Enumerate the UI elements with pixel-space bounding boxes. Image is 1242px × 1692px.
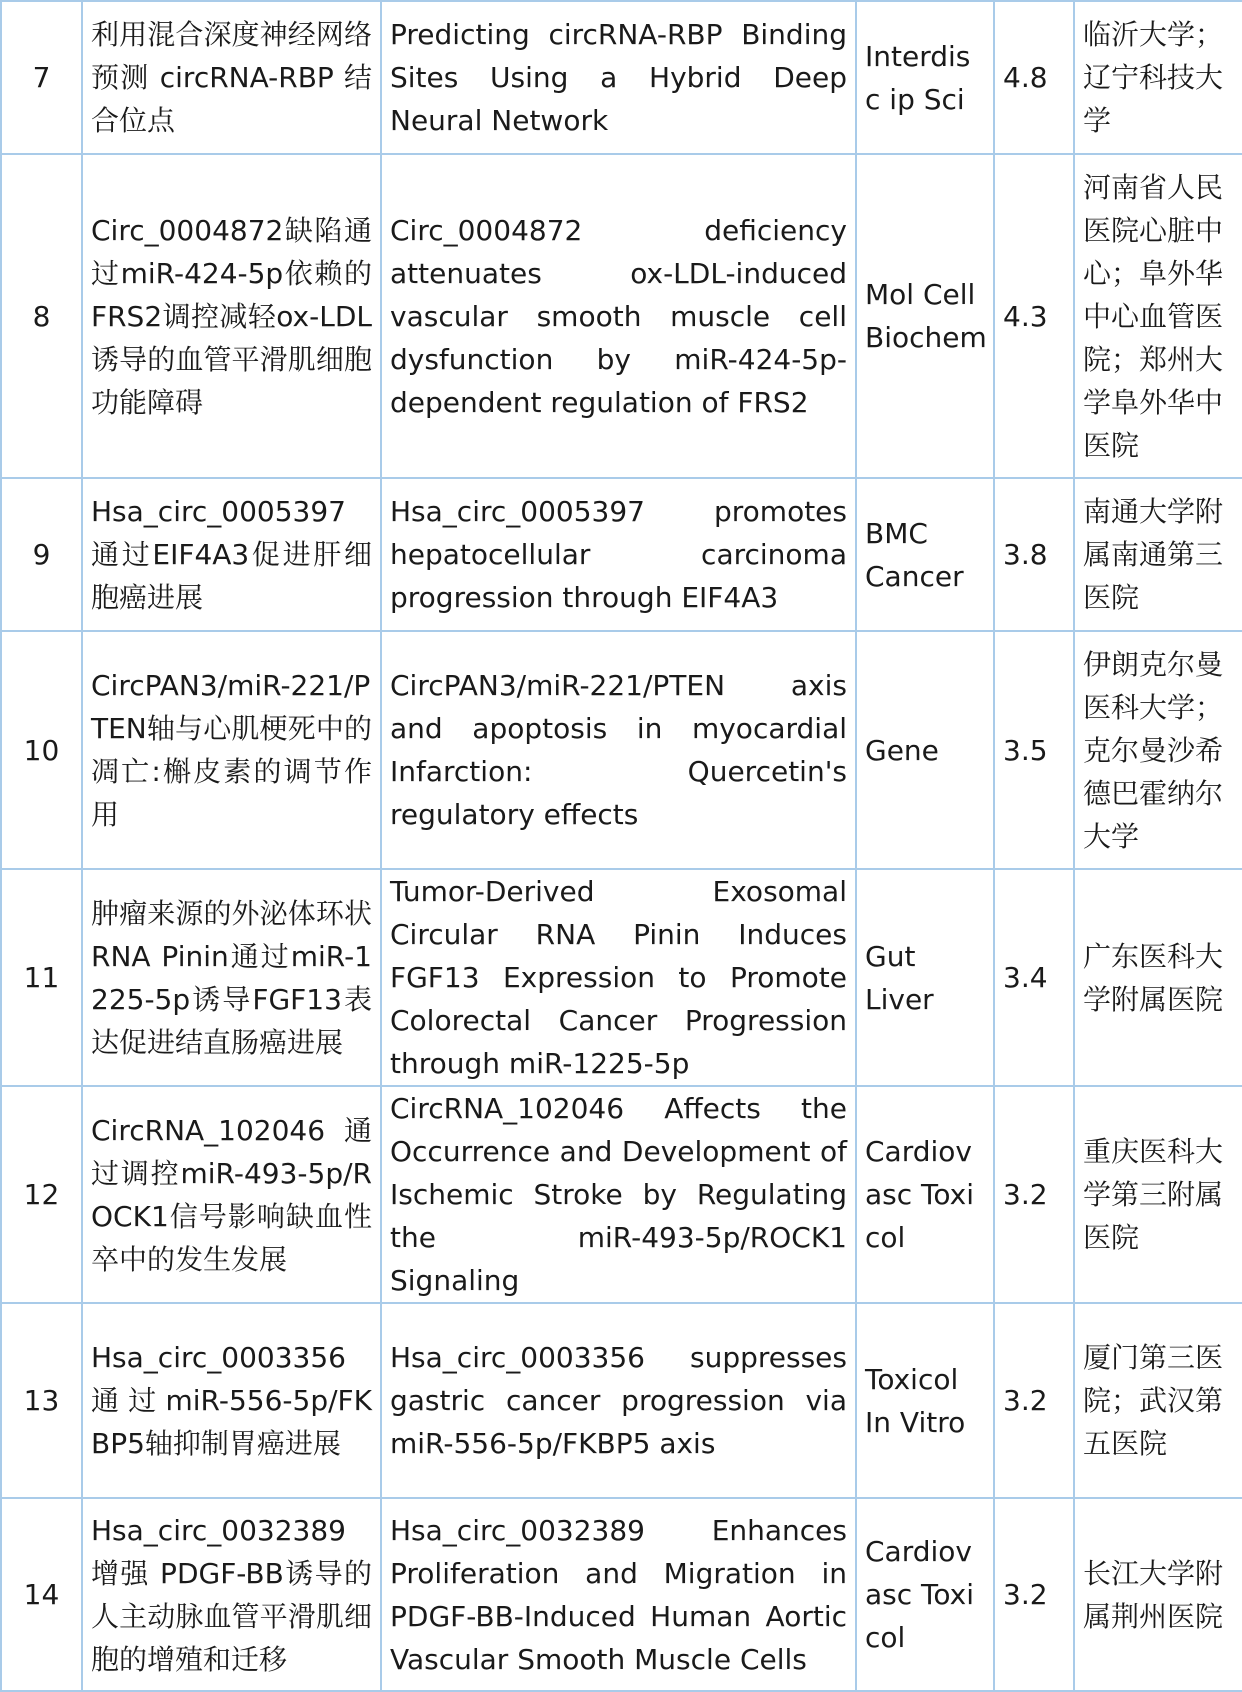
chinese-title: Hsa_circ_0032389增强 PDGF-BB诱导的人主动脉血管平滑肌细胞的增殖和迁移 <box>82 1498 381 1691</box>
journal-name: Interdisc ip Sci <box>856 1 994 154</box>
row-number: 10 <box>1 631 82 869</box>
institution: 长江大学附属荆州医院 <box>1074 1498 1242 1691</box>
chinese-title: Hsa_circ_0005397通过EIF4A3促进肝细胞癌进展 <box>82 478 381 631</box>
english-title: CircRNA_102046 Affects the Occurrence and Development of Ischemic Stroke by Regulating the miR-493-5p/ROCK1 Signaling <box>381 1086 856 1303</box>
table-row <box>1 869 1242 1086</box>
chinese-title: Hsa_circ_0003356通过miR-556-5p/FKBP5轴抑制胃癌进展 <box>82 1303 381 1498</box>
impact-factor: 4.8 <box>994 1 1074 154</box>
chinese-title: 利用混合深度神经网络预测 circRNA-RBP 结合位点 <box>82 1 381 154</box>
impact-factor: 3.2 <box>994 1498 1074 1691</box>
journal-name: Cardiov asc Toxicol <box>856 1498 994 1691</box>
table-row <box>1 1 1242 154</box>
table-row <box>1 478 1242 631</box>
impact-factor: 3.2 <box>994 1086 1074 1303</box>
impact-factor: 3.8 <box>994 478 1074 631</box>
english-title: Circ_0004872 deficiency attenuates ox-LDL-induced vascular smooth muscle cell dysfunction by miR-424-5p-dependent regulation of FRS2 <box>381 154 856 478</box>
row-number: 7 <box>1 1 82 154</box>
english-title: Predicting circRNA-RBP Binding Sites Using a Hybrid Deep Neural Network <box>381 1 856 154</box>
chinese-title: Circ_0004872缺陷通过miR-424-5p依赖的FRS2调控减轻ox-LDL诱导的血管平滑肌细胞功能障碍 <box>82 154 381 478</box>
institution: 厦门第三医院；武汉第五医院 <box>1074 1303 1242 1498</box>
row-number: 14 <box>1 1498 82 1691</box>
journal-name: Mol Cell Biochem <box>856 154 994 478</box>
journal-name: Gut Liver <box>856 869 994 1086</box>
institution: 临沂大学；辽宁科技大学 <box>1074 1 1242 154</box>
row-number: 12 <box>1 1086 82 1303</box>
english-title: Hsa_circ_0003356 suppresses gastric cancer progression via miR-556-5p/FKBP5 axis <box>381 1303 856 1498</box>
institution: 南通大学附属南通第三医院 <box>1074 478 1242 631</box>
table-row <box>1 154 1242 478</box>
table-row <box>1 1086 1242 1303</box>
english-title: Hsa_circ_0032389 Enhances Proliferation and Migration in PDGF-BB-Induced Human Aortic Vascular Smooth Muscle Cells <box>381 1498 856 1691</box>
impact-factor: 4.3 <box>994 154 1074 478</box>
table-row <box>1 1303 1242 1498</box>
chinese-title: CircPAN3/miR-221/PTEN轴与心肌梗死中的凋亡:槲皮素的调节作用 <box>82 631 381 869</box>
english-title: Hsa_circ_0005397 promotes hepatocellular carcinoma progression through EIF4A3 <box>381 478 856 631</box>
institution: 重庆医科大学第三附属医院 <box>1074 1086 1242 1303</box>
english-title: Tumor-Derived Exosomal Circular RNA Pinin Induces FGF13 Expression to Promote Colorectal Cancer Progression through miR-1225-5p <box>381 869 856 1086</box>
table-row <box>1 631 1242 869</box>
row-number: 11 <box>1 869 82 1086</box>
chinese-title: CircRNA_102046通过调控miR-493-5p/ROCK1信号影响缺血性卒中的发生发展 <box>82 1086 381 1303</box>
impact-factor: 3.4 <box>994 869 1074 1086</box>
row-number: 8 <box>1 154 82 478</box>
impact-factor: 3.2 <box>994 1303 1074 1498</box>
institution: 伊朗克尔曼医科大学；克尔曼沙希德巴霍纳尔大学 <box>1074 631 1242 869</box>
journal-name: Toxicol In Vitro <box>856 1303 994 1498</box>
english-title: CircPAN3/miR-221/PTEN axis and apoptosis in myocardial Infarction: Quercetin's regulatory effects <box>381 631 856 869</box>
institution: 河南省人民医院心脏中心；阜外华中心血管医院；郑州大学阜外华中医院 <box>1074 154 1242 478</box>
journal-name: Gene <box>856 631 994 869</box>
journal-name: Cardiov asc Toxicol <box>856 1086 994 1303</box>
table-row <box>1 1498 1242 1691</box>
journal-name: BMC Cancer <box>856 478 994 631</box>
chinese-title: 肿瘤来源的外泌体环状RNA Pinin通过miR-1225-5p诱导FGF13表达促进结直肠癌进展 <box>82 869 381 1086</box>
institution: 广东医科大学附属医院 <box>1074 869 1242 1086</box>
row-number: 13 <box>1 1303 82 1498</box>
row-number: 9 <box>1 478 82 631</box>
impact-factor: 3.5 <box>994 631 1074 869</box>
